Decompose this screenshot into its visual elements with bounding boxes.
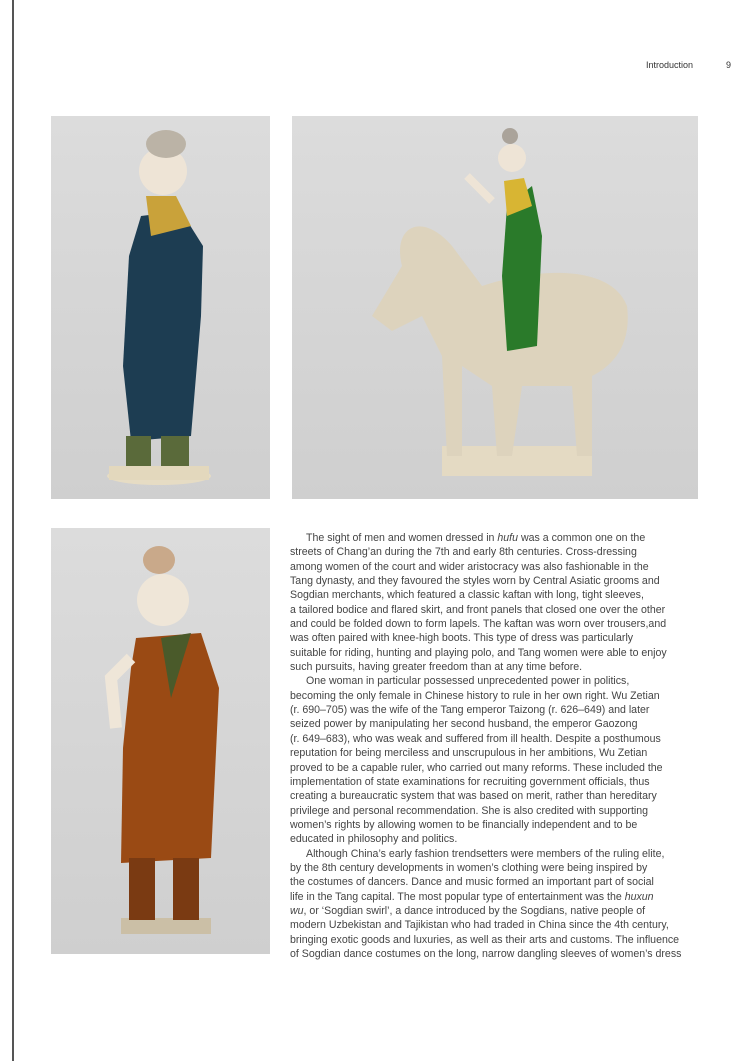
- text-segment: such pursuits, having greater freedom than at any time before.: [290, 661, 583, 674]
- text-line: [290, 918, 702, 932]
- italic-term: hufu: [497, 532, 519, 544]
- text-line: [290, 617, 702, 631]
- text-line: [290, 861, 702, 875]
- text-line: [290, 890, 702, 904]
- text-line: [290, 674, 702, 688]
- text-line: [290, 789, 702, 803]
- body-text: [290, 531, 702, 961]
- text-line: [290, 531, 702, 545]
- text-line: [290, 818, 702, 832]
- text-line: [290, 875, 702, 889]
- text-line: [290, 947, 702, 961]
- text-line: [290, 847, 702, 861]
- text-line: [290, 746, 702, 760]
- text-line: [290, 560, 702, 574]
- text-line: [290, 775, 702, 789]
- text-line: [290, 761, 702, 775]
- italic-term: huxun: [624, 890, 654, 903]
- text-line: [290, 660, 702, 674]
- text-segment: life in the Tang capital. The most popular type of entertainment was the: [290, 890, 625, 903]
- italic-term: wu: [290, 904, 304, 917]
- text-segment: of Sogdian dance costumes on the long, narrow dangling sleeves of women’s dress: [290, 947, 682, 960]
- text-segment: (r. 690–705) was the wife of the Tang emperor Taizong (r. 626–649) and later: [290, 704, 650, 717]
- text-segment: bringing exotic goods and luxuries, as well as their arts and customs. The influence: [290, 933, 680, 946]
- text-line: [290, 588, 702, 602]
- text-segment: Sogdian merchants, which featured a classic kaftan with long, tight sleeves,: [290, 589, 644, 602]
- text-segment: privilege and personal recommendation. She is also credited with supporting: [290, 804, 649, 817]
- text-segment: The sight of men and women dressed in: [306, 532, 498, 544]
- text-segment: reputation for being merciless and unscrupulous in her ambitions, Wu Zetian: [290, 747, 648, 760]
- text-segment: One woman in particular possessed unprecedented power in politics,: [306, 675, 630, 688]
- text-segment: modern Uzbekistan and Tajikistan who had traded in China since the 4th century,: [290, 919, 669, 932]
- text-segment: streets of Chang’an during the 7th and early 8th centuries. Cross-dressing: [290, 546, 637, 559]
- text-segment: implementation of state examinations for recruiting government officials, thus: [290, 775, 650, 788]
- text-line: [290, 631, 702, 645]
- text-segment: a tailored bodice and flared skirt, and front panels that closed one over the other: [290, 603, 666, 616]
- text-line: [290, 689, 702, 703]
- text-segment: , or ‘Sogdian swirl’, a dance introduced by the Sogdians, native people of: [303, 904, 646, 917]
- text-segment: Although China’s early fashion trendsetters were members of the ruling elite,: [306, 847, 665, 860]
- text-line: [290, 832, 702, 846]
- text-line: [290, 603, 702, 617]
- text-line: [290, 933, 702, 947]
- text-line: [290, 545, 702, 559]
- text-segment: was a common one on the: [518, 532, 646, 544]
- text-line: [290, 717, 702, 731]
- text-segment: seized power by manipulating her second husband, the emperor Gaozong: [290, 718, 638, 731]
- figure-woman-on-horse: [292, 116, 698, 499]
- figure-standing-man-brown-robe: [51, 528, 270, 954]
- text-segment: becoming the only female in Chinese history to rule in her own right. Wu Zetian: [290, 689, 660, 702]
- text-segment: by the 8th century developments in women’s clothing were being inspired by: [290, 861, 648, 874]
- text-line: [290, 703, 702, 717]
- text-segment: women’s rights by allowing women to be financially independent and to be: [290, 818, 638, 831]
- text-segment: suitable for riding, hunting and playing polo, and Tang women were able to enjoy: [290, 646, 667, 659]
- figure-standing-woman-blue-robe: [51, 116, 270, 499]
- page-edge: [12, 0, 14, 1061]
- text-line: [290, 646, 702, 660]
- text-segment: was often paired with knee-high boots. This type of dress was particularly: [290, 632, 634, 645]
- running-header-section: Introduction: [646, 60, 694, 70]
- text-segment: and could be folded down to form lapels. The kaftan was worn over trousers,and: [290, 618, 667, 631]
- text-segment: creating a bureaucratic system that was based on merit, rather than hereditary: [290, 790, 657, 803]
- text-line: [290, 904, 702, 918]
- text-line: [290, 574, 702, 588]
- text-segment: among women of the court and wider aristocracy was also fashionable in the: [290, 560, 649, 573]
- page-number: 9: [726, 60, 732, 70]
- text-line: [290, 732, 702, 746]
- text-segment: Tang dynasty, and they favoured the styles worn by Central Asiatic grooms and: [290, 575, 660, 588]
- text-segment: proved to be a capable ruler, who carried out many reforms. These included the: [290, 761, 663, 774]
- text-segment: the costumes of dancers. Dance and music formed an important part of social: [290, 876, 654, 889]
- text-line: [290, 804, 702, 818]
- text-segment: (r. 649–683), who was weak and suffered from ill health. Despite a posthumous: [290, 732, 661, 745]
- text-segment: educated in philosophy and politics.: [290, 833, 458, 846]
